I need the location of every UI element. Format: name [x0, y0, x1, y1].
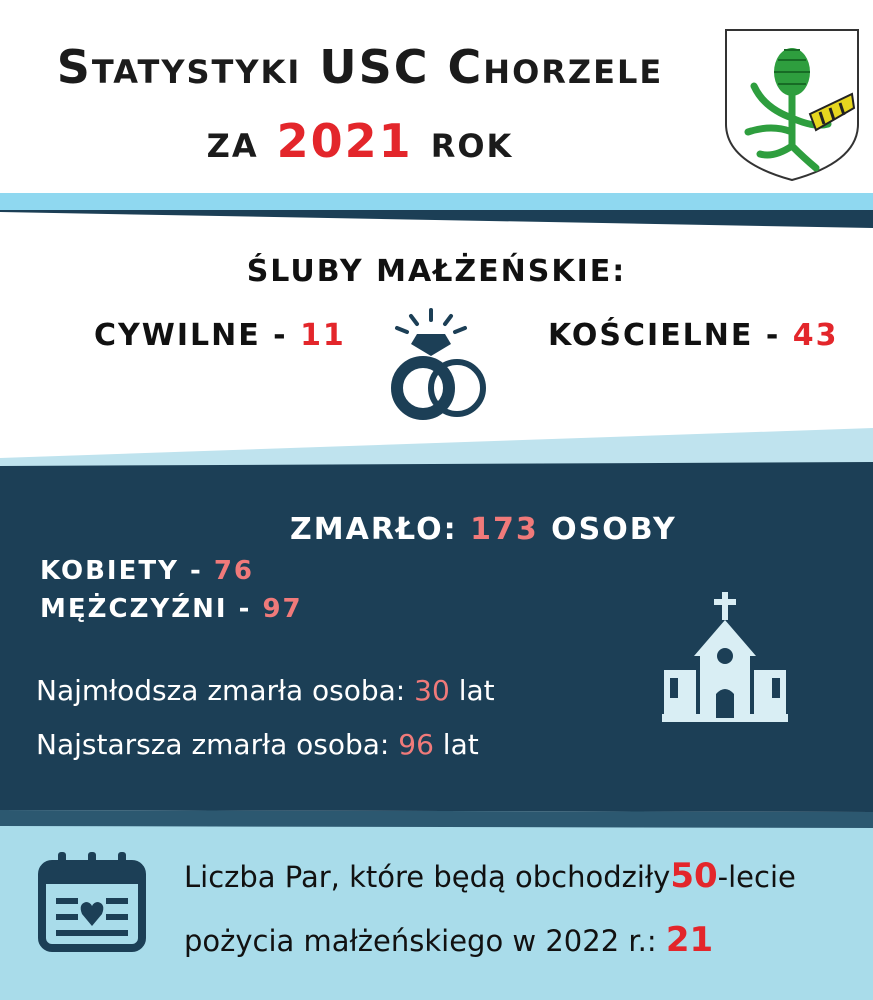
page-title [0, 40, 720, 94]
church-label: KOŚCIELNE - [548, 318, 781, 353]
coat-of-arms-icon [724, 28, 860, 182]
deaths-label: ZMARŁO: [290, 512, 458, 547]
youngest-death [36, 674, 495, 707]
men-label: MĘŻCZYŹNI - [40, 594, 252, 624]
oldest-unit: lat [442, 728, 479, 761]
women-value: 76 [213, 556, 254, 586]
title-prefix: za [206, 114, 259, 168]
deaths-heading [290, 512, 677, 547]
anniversary-suffix: -lecie [717, 860, 796, 894]
women-label: KOBIETY - [40, 556, 203, 586]
deaths-value: 173 [470, 512, 539, 547]
anniversary-line2 [184, 920, 713, 960]
oldest-death [36, 728, 479, 761]
women-deaths [40, 556, 254, 586]
weddings-heading: ŚLUBY MAŁŻEŃSKIE: [246, 254, 627, 289]
anniversary-line2-prefix: pożycia małżeńskiego w 2022 r.: [184, 924, 657, 958]
youngest-value: 30 [414, 674, 450, 707]
church-value: 43 [792, 318, 839, 353]
title-line1: Statystyki USC Chorzele [56, 40, 664, 94]
men-deaths [40, 594, 303, 624]
title-year: 2021 [276, 114, 413, 168]
church-weddings [548, 318, 839, 353]
youngest-unit: lat [458, 674, 495, 707]
anniversary-prefix: Liczba Par, które będą obchodziły [184, 860, 671, 894]
anniversary-couples: 21 [665, 920, 714, 960]
wedding-rings-icon [385, 308, 493, 424]
deaths-unit: OSOBY [551, 512, 677, 547]
anniversary-line1 [184, 856, 796, 896]
youngest-label: Najmłodsza zmarła osoba: [36, 674, 406, 707]
title-suffix: rok [430, 114, 514, 168]
calendar-heart-icon [38, 852, 146, 952]
anniversary-years: 50 [670, 856, 718, 896]
page-subtitle [0, 114, 720, 168]
civil-label: CYWILNE - [94, 318, 288, 353]
oldest-value: 96 [398, 728, 434, 761]
civil-weddings [94, 318, 346, 353]
oldest-label: Najstarsza zmarła osoba: [36, 728, 390, 761]
civil-value: 11 [300, 318, 346, 353]
men-value: 97 [262, 594, 303, 624]
church-icon [662, 590, 788, 722]
